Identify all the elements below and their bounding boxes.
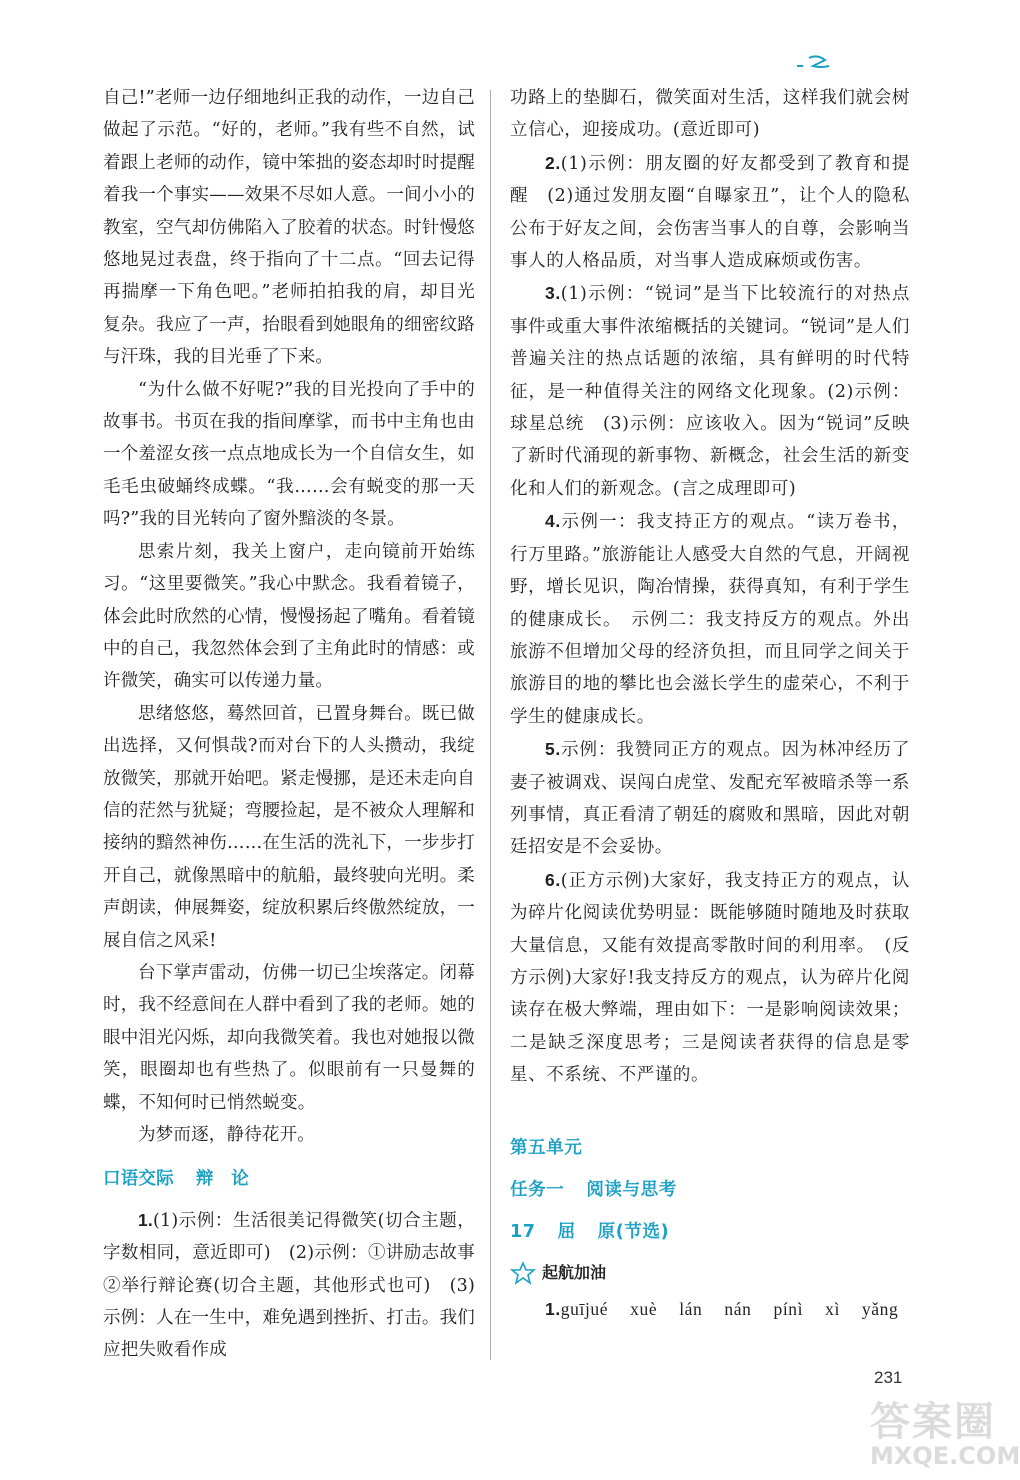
pinyin-word: nán <box>724 1298 752 1319</box>
answer-number: 1. <box>545 1298 561 1319</box>
oral-title-a: 口语交际 <box>103 1169 174 1190</box>
pinyin-word: guījué <box>560 1298 609 1319</box>
left-column <box>103 82 493 1367</box>
answer-text: (正方示例)大家好，我支持正方的观点，认为碎片化阅读优势明显：既能够随时随地及时获取大量信息，又能有效提高零散时间的利用率。 (反方示例)大家好!我支持反方的观点，认为碎片化阅读存在极大弊端，理由如下：一是影响阅读效果；二是缺乏深度思考；三是阅读者获得的信息是零星、不系统、不严谨的。 <box>510 870 910 1086</box>
essay-paragraph: 台下掌声雷动，仿佛一切已尘埃落定。闭幕时，我不经意间在人群中看到了我的老师。她的眼中泪光闪烁，却向我微笑着。我也对她报以微笑，眼圈却也有些热了。似眼前有一只曼舞的蝶，不知何时已悄然蜕变。 <box>103 962 475 1113</box>
answer-continuation: 功路上的垫脚石，微笑面对生活，这样我们就会树立信心，迎接成功。(意近即可) <box>510 88 910 141</box>
unit-title: 第五单元 <box>510 1137 583 1158</box>
answer-number: 1. <box>138 1209 153 1230</box>
answer-item <box>510 277 910 505</box>
answer-item <box>103 1204 493 1367</box>
right-column <box>510 82 910 1325</box>
lesson-title-a: 屈 <box>557 1222 576 1243</box>
answer-number: 2. <box>545 152 561 173</box>
watermark-text: 答案圈 <box>870 1399 996 1445</box>
page-number: 231 <box>874 1368 903 1387</box>
answer-text: 示例一：我支持正方的观点。“读万卷书，行万里路。”旅游能让人感受大自然的气息，开阔视野，增长见识，陶冶情操，获得真知，有利于学生的健康成长。 示例二：我支持反方的观点。外出旅游不但增加父母的经济负担，而且同学之间关于旅游目的地的攀比也会滋长学生的虚荣心，不利于学生的健康成长。 <box>510 512 910 727</box>
essay-paragraph: “为什么做不好呢?”我的目光投向了手中的故事书。书页在我的指间摩挲，而书中主角也由一个羞涩女孩一点点地成长为一个自信女生，如毛毛虫破蛹终成蝶。“我……会有蜕变的那一天吗?”我的目光转向了窗外黯淡的冬景。 <box>103 379 475 530</box>
pinyin-word: lán <box>679 1298 703 1319</box>
task-title-a: 任务一 <box>510 1180 565 1200</box>
oral-title-b: 辩 论 <box>195 1169 249 1190</box>
pinyin-word: xuè <box>630 1298 658 1319</box>
lesson-title <box>510 1216 910 1248</box>
essay-paragraph: 思索片刻，我关上窗户，走向镜前开始练习。“这里要微笑。”我心中默念。我看着镜子，体会此时欣然的心情，慢慢扬起了嘴角。看着镜中的自己，我忽然体会到了主角此时的情感：或许微笑，确实可以传递力量。 <box>103 541 475 692</box>
pinyin-word: xì <box>825 1298 840 1319</box>
answer-text: (1)示例：生活很美记得微笑(切合主题，字数相同，意近即可) (2)示例：①讲励志故事 ②举行辩论赛(切合主题，其他形式也可) (3)示例：人在一生中，难免遇到挫折、打击。我们应把失败看作成 <box>103 1210 493 1361</box>
answer-text: (1)示例：“锐词”是当下比较流行的对热点事件或重大事件浓缩概括的关键词。“锐词”是人们普遍关注的热点话题的浓缩，具有鲜明的时代特征，是一种值得关注的网络文化现象。(2)示例：球星总统 (3)示例：应该收入。因为“锐词”反映了新时代涌现的新事物、新概念，社会生活的新变化和人们的新观念。(言之成理即可) <box>510 284 910 499</box>
answer-text: 示例：我赞同正方的观点。因为林冲经历了妻子被调戏、误闯白虎堂、发配充军被暗杀等一系列事情，真正看清了朝廷的腐败和黑暗，因此对朝廷招安是不会妥协。 <box>510 740 910 858</box>
essay-paragraph: 为梦而逐，静待花开。 <box>138 1125 315 1145</box>
task-title-b: 阅读与思考 <box>586 1180 677 1200</box>
pinyin-word: pínì <box>773 1298 804 1319</box>
answer-number: 4. <box>545 511 561 532</box>
lesson-title-b: 原(节选) <box>597 1222 670 1243</box>
section-tag <box>510 1257 910 1289</box>
oral-section-title <box>103 1163 475 1195</box>
essay-paragraph: 自己!”老师一边仔细地纠正我的动作，一边自己做起了示范。“好的，老师。”我有些不自然，试着跟上老师的动作，镜中笨拙的姿态却时时提醒着我一个事实——效果不尽如人意。一间小小的教室，空气却仿佛陷入了胶着的状态。时针慢悠悠地晃过表盘，终于指向了十二点。“回去记得再揣摩一下角色吧。”老师拍拍我的肩，却目光复杂。我应了一声，抬眼看到她眼角的细密纹路与汗珠，我的目光垂了下来。 <box>103 88 475 368</box>
answer-number: 3. <box>545 283 561 304</box>
section-tag-label: 起航加油 <box>542 1262 607 1282</box>
answer-item <box>510 864 910 1092</box>
answer-item <box>510 505 910 733</box>
lesson-number: 17 <box>510 1222 536 1243</box>
task-title <box>510 1174 910 1206</box>
answer-number: 5. <box>545 739 561 760</box>
pinyin-answer <box>510 1293 910 1325</box>
answer-item <box>510 147 910 278</box>
corner-decoration-icon <box>795 52 845 72</box>
answer-number: 6. <box>545 869 561 890</box>
star-icon <box>510 1262 536 1284</box>
column-divider <box>490 90 491 1360</box>
pinyin-word: yǎng <box>861 1298 899 1319</box>
watermark-url: MXQE.COM <box>870 1442 1020 1470</box>
answer-item <box>510 733 910 864</box>
answer-text: (1)示例：朋友圈的好友都受到了教育和提醒 (2)通过发朋友圈“自曝家丑”，让个人的隐私公布于好友之间，会伤害当事人的自尊，会影响当事人的人格品质，对当事人造成麻烦或伤害。 <box>510 153 910 272</box>
essay-paragraph: 思绪悠悠，蓦然回首，已置身舞台。既已做出选择，又何惧哉?而对台下的人头攒动，我绽放微笑，那就开始吧。紧走慢挪，是还未走向自信的茫然与犹疑；弯腰捡起，是不被众人理解和接纳的黯然神伤……在生活的洗礼下，一步步打开自己，就像黑暗中的航船，最终驶向光明。柔声朗读，伸展舞姿，绽放积累后终傲然绽放，一展自信之风采! <box>103 703 475 951</box>
watermark-logo <box>870 1390 1020 1480</box>
